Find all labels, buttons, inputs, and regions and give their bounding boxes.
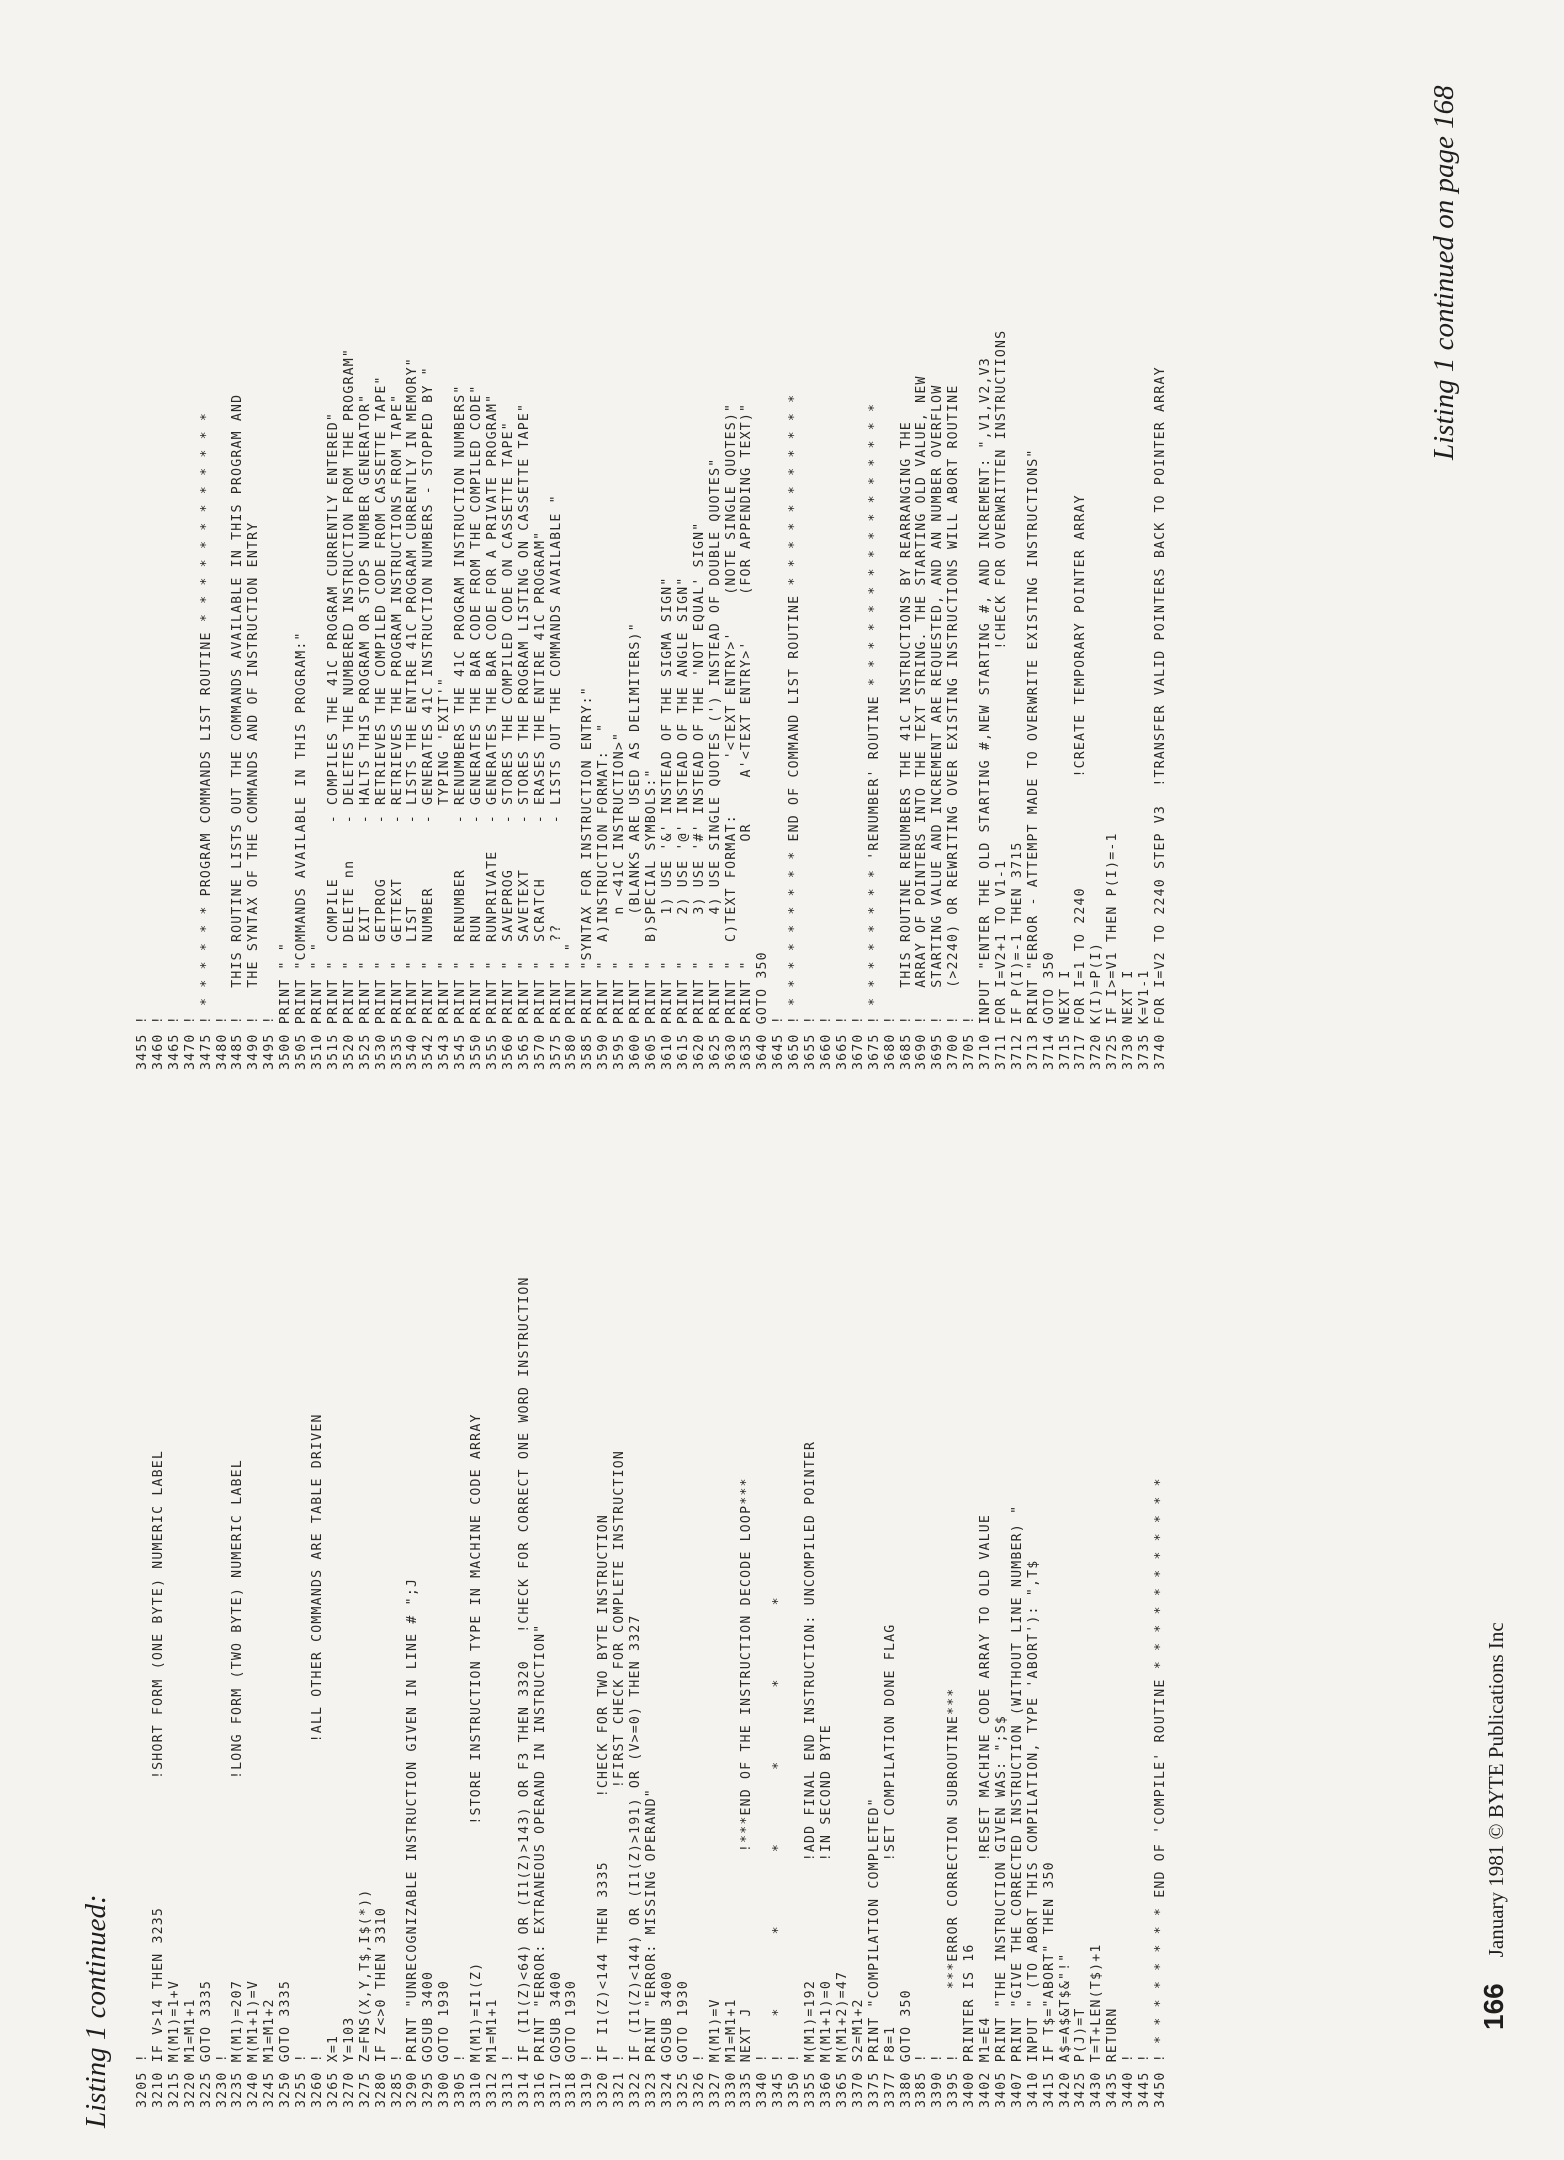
code-line: 3615 PRINT " 2) USE '@' INSTEAD OF THE ANGLE SIGN": [675, 576, 691, 1070]
code-line: 3370 S2=M1+2: [850, 1998, 866, 2108]
code-line: 3542 PRINT " NUMBER - GENERATES 41C INSTRUCTION NUMBERS - STOPPED BY ": [421, 366, 437, 1070]
code-line: 3620 PRINT " 3) USE '#' INSTEAD OF THE 'NOT EQUAL' SIGN": [691, 521, 707, 1070]
code-line: 3321 ! !FIRST CHECK FOR COMPLETE INSTRUCTION: [612, 1449, 628, 2108]
code-line: 3585 PRINT "SYNTAX FOR INSTRUCTION ENTRY:": [580, 686, 596, 1070]
code-line: 3525 PRINT " EXIT - HALTS THIS PROGRAM OR STOPS NUMBER GENERATOR": [357, 393, 373, 1070]
code-line: 3480 !: [214, 1015, 230, 1070]
code-line: 3240 M(M1+1)=V: [246, 1980, 262, 2108]
code-line: 3700 ! (>2240) OR REWRITING OVER EXISTING INSTRUCTIONS WILL ABORT ROUTINE: [946, 384, 962, 1070]
code-line: 3505 PRINT "COMMANDS AVAILABLE IN THIS PROGRAM:": [294, 631, 310, 1070]
code-line: 3265 X=1: [325, 2034, 341, 2108]
code-line: 3565 PRINT " SAVETEXT - STORES THE PROGRAM LISTING ON CASSETTE TAPE": [516, 402, 532, 1070]
code-line: 3365 M(M1+2)=47: [834, 1970, 850, 2108]
code-line: 3720 K(I)=P(I): [1089, 942, 1105, 1070]
code-line: 3319 !: [580, 2053, 596, 2108]
code-line: 3510 PRINT " ": [309, 942, 325, 1070]
code-line: 3250 GOTO 3335: [278, 1980, 294, 2108]
code-line: 3625 PRINT " 4) USE SINGLE QUOTES (') INSTEAD OF DOUBLE QUOTES": [707, 457, 723, 1070]
code-line: 3610 PRINT " 1) USE '&' INSTEAD OF THE SIGMA SIGN": [659, 576, 675, 1070]
code-line: 3715 NEXT I: [1057, 969, 1073, 1070]
code-line: 3575 PRINT " ?? - LISTS OUT THE COMMANDS AVAILABLE ": [548, 494, 564, 1070]
code-line: 3665 !: [834, 1015, 850, 1070]
code-line: 3695 ! STARTING VALUE AND INCREMENT ARE REQUESTED, AND AN NUMBER OVERFLOW: [930, 384, 946, 1070]
code-line: 3635 PRINT " OR A'<TEXT ENTRY>' (FOR APPENDING TEXT)": [739, 402, 755, 1070]
code-line: 3713 PRINT "ERROR - ATTEMPT MADE TO OVERWRITE EXISTING INSTRUCTIONS": [1025, 448, 1041, 1070]
code-line: 3730 NEXT I: [1121, 969, 1137, 1070]
code-line: 3395 ! ***ERROR CORRECTION SUBROUTINE***: [946, 1687, 962, 2108]
code-line: 3560 PRINT " SAVEPROG - STORES THE COMPILED CODE ON CASSETTE TAPE": [500, 421, 516, 1070]
code-line: 3323 PRINT "ERROR: MISSING OPERAND": [644, 1788, 659, 2108]
code-line: 3340 !: [755, 2053, 771, 2108]
code-line: 3500 PRINT " ": [278, 942, 294, 1070]
code-line: 3435 RETURN: [1105, 2007, 1121, 2108]
publication-credit: January 1981 © BYTE Publications Inc: [1484, 1622, 1508, 1958]
code-line: 3210 IF V>14 THEN 3235 !SHORT FORM (ONE BYTE) NUMERIC LABEL: [150, 1449, 166, 2108]
code-line: 3326 !: [691, 2053, 707, 2108]
code-line: 3450 ! * * * * * * * * END OF 'COMPILE' ROUTINE * * * * * * * * * * *: [1153, 1477, 1168, 2108]
code-line: 3680 !: [882, 1015, 898, 1070]
code-line: 3495 !: [262, 1015, 278, 1070]
code-line: 3735 K=V1-1: [1137, 969, 1153, 1070]
page-footer: [1478, 1622, 1510, 2030]
code-line: 3400 PRINTER IS 16: [962, 1943, 978, 2108]
code-line: 3360 M(M1+1)=0 !IN SECOND BYTE: [818, 1724, 834, 2108]
code-line: 3460 !: [150, 1015, 166, 1070]
code-line: 3260 ! !ALL OTHER COMMANDS ARE TABLE DRIVEN: [309, 1413, 325, 2108]
code-line: 3710 INPUT "ENTER THE OLD STARTING #,NEW STARTING #, AND INCREMENT: ",V1,V2,V3: [978, 357, 994, 1070]
code-line: 3640 GOTO 350: [755, 951, 771, 1070]
code-line: 3314 IF (I1(Z)<64) OR (I1(Z)>143) OR F3 THEN 3320 !CHECK FOR CORRECT ONE WORD INSTRUCTION: [516, 1276, 532, 2108]
code-line: 3645 !: [771, 1015, 787, 1070]
code-line: 3543 PRINT " TYPING 'EXIT'": [437, 676, 453, 1070]
code-line: 3515 PRINT " COMPILE - COMPILES THE 41C PROGRAM CURRENTLY ENTERED": [325, 411, 341, 1070]
code-line: 3465 !: [166, 1015, 182, 1070]
code-line: 3711 FOR I=V2+1 TO V1-1 !CHECK FOR OVERWRITTEN INSTRUCTIONS: [993, 329, 1009, 1070]
code-line: 3475 ! * * * * * * PROGRAM COMMANDS LIST ROUTINE * * * * * * * * * * * *: [198, 411, 214, 1070]
code-line: 3313 !: [500, 2053, 516, 2108]
code-line: 3377 F8=1 !SET COMPILATION DONE FLAG: [882, 1623, 898, 2108]
page-number: 166: [1478, 1983, 1509, 2030]
code-line: 3305 !: [453, 2053, 469, 2108]
code-line: 3490 ! THE SYNTAX OF THE COMMANDS AND OF INSTRUCTION ENTRY: [246, 521, 262, 1070]
code-line: 3420 A$=A$&T$&"!": [1057, 1952, 1073, 2108]
code-line: 3324 GOSUB 3400: [659, 1970, 675, 2108]
code-line: 3650 ! * * * * * * * * * END OF COMMAND LIST ROUTINE * * * * * * * * * * *: [787, 393, 803, 1070]
code-line: 3330 M1=M1+1: [723, 1998, 739, 2108]
code-line: 3470 !: [182, 1015, 198, 1070]
code-line: 3255 !: [294, 2053, 310, 2108]
code-line: 3530 PRINT " GETPROG - RETRIEVES THE COMPILED CODE FROM CASSETTE TAPE": [373, 375, 389, 1070]
code-line: 3675 ! * * * * * * * * 'RENUMBER' ROUTINE * * * * * * * * * * * * * * * *: [866, 402, 882, 1070]
code-line: 3295 GOSUB 3400: [421, 1970, 437, 2108]
code-line: 3402 M1=E4 !RESET MACHINE CODE ARRAY TO OLD VALUE: [978, 1513, 994, 2108]
code-line: 3555 PRINT " RUNPRIVATE - GENERATES THE BAR CODE FOR A PRIVATE PROGRAM": [484, 393, 500, 1070]
code-line: 3455 !: [135, 1015, 150, 1070]
code-line: 3690 ! ARRAY OF POINTERS INTO THE TEXT STRING. THE STARTING OLD VALUE, NEW: [914, 375, 930, 1070]
code-line: 3415 IF T$="ABORT" THEN 350: [1041, 1861, 1057, 2108]
code-line: 3380 GOTO 350: [898, 1989, 914, 2108]
code-line: 3595 PRINT " n <41C INSTRUCTION>": [612, 731, 628, 1070]
code-line: 3225 GOTO 3335: [198, 1980, 214, 2108]
code-line: 3322 IF (I1(Z)<144) OR (I1(Z)>191) OR (V>=0) THEN 3327: [628, 1614, 644, 2108]
code-line: 3245 M1=M1+2: [262, 1998, 278, 2108]
code-line: 3545 PRINT " RENUMBER - RENUMBERS THE 41C PROGRAM INSTRUCTION NUMBERS": [453, 384, 469, 1070]
code-line: 3580 PRINT " ": [564, 942, 580, 1070]
code-line: 3318 GOTO 1930: [564, 1980, 580, 2108]
code-line: 3440 !: [1121, 2053, 1137, 2108]
code-line: 3685 ! THIS ROUTINE RENUMBERS THE 41C INSTRUCTIONS BY REARRANGING THE: [898, 421, 914, 1070]
code-line: 3220 M1=M1+1: [182, 1998, 198, 2108]
code-line: 3705 !: [962, 1015, 978, 1070]
code-line: 3535 PRINT " GETTEXT - RETRIEVES THE PROGRAM INSTRUCTIONS FROM TAPE": [389, 393, 405, 1070]
code-line: 3230 !: [214, 2053, 230, 2108]
code-line: 3405 PRINT "THE INSTRUCTION GIVEN WAS: ";S$: [993, 1714, 1009, 2108]
code-line: 3215 M(M1)=1+V: [166, 1980, 182, 2108]
code-line: 3317 GOSUB 3400: [548, 1970, 564, 2108]
listing-continued-caption: Listing 1 continued on page 168: [1428, 85, 1460, 460]
code-line: 3355 M(M1)=192 !ADD FINAL END INSTRUCTION: UNCOMPILED POINTER: [803, 1440, 819, 2108]
code-line: 3275 Z=FNS(X,Y,T$,I$(*)): [357, 1888, 373, 2108]
code-line: 3540 PRINT " LIST - LISTS THE ENTIRE 41C PROGRAM CURRENTLY IN MEMORY": [405, 357, 421, 1070]
code-line: 3520 PRINT " DELETE nn - DELETES THE NUMBERED INSTRUCTION FROM THE PROGRAM": [341, 347, 357, 1070]
code-line: 3235 M(M1)=207 !LONG FORM (TWO BYTE) NUMERIC LABEL: [230, 1459, 246, 2108]
code-line: 3280 IF Z<>0 THEN 3310: [373, 1906, 389, 2108]
code-line: 3430 T=T+LEN(T$)+1: [1089, 1943, 1105, 2108]
listing-column-right: [135, 30, 1169, 1070]
code-line: 3285 !: [389, 2053, 405, 2108]
code-line: 3375 PRINT "COMPILATION COMPLETED": [866, 1797, 882, 2108]
code-line: 3385 !: [914, 2053, 930, 2108]
code-line: 3345 ! * * * * * *: [771, 1596, 787, 2108]
code-line: 3312 M1=M1+1: [484, 1998, 500, 2108]
code-line: 3605 PRINT " B)SPECIAL SYMBOLS:": [644, 768, 659, 1070]
code-line: 3410 INPUT " (TO ABORT THIS COMPILATION, TYPE 'ABORT'): ",T$: [1025, 1559, 1041, 2108]
code-line: 3327 M(M1)=V: [707, 1998, 723, 2108]
code-line: 3485 ! THIS ROUTINE LISTS OUT THE COMMANDS AVAILABLE IN THIS PROGRAM AND: [230, 393, 246, 1070]
code-line: 3300 GOTO 1930: [437, 1980, 453, 2108]
code-line: 3630 PRINT " C)TEXT FORMAT: '<TEXT ENTRY>' (NOTE SINGLE QUOTES)": [723, 402, 739, 1070]
code-line: 3550 PRINT " RUN - GENERATES THE BAR CODE FROM THE COMPILED CODE": [469, 384, 485, 1070]
code-line: 3600 PRINT " (BLANKS ARE USED AS DELIMITERS)": [628, 622, 644, 1070]
code-line: 3290 PRINT "UNRECOGNIZABLE INSTRUCTION GIVEN IN LINE # ";J: [405, 1577, 421, 2108]
code-line: 3310 M(M1)=I1(Z) !STORE INSTRUCTION TYPE IN MACHINE CODE ARRAY: [469, 1413, 485, 2108]
code-line: 3714 GOTO 350: [1041, 951, 1057, 1070]
code-line: 3320 IF I1(Z)<144 THEN 3335 !CHECK FOR TWO BYTE INSTRUCTION: [596, 1513, 612, 2108]
code-line: 3350 !: [787, 2053, 803, 2108]
code-line: 3717 FOR I=1 TO 2240 !CREATE TEMPORARY POINTER ARRAY: [1073, 494, 1089, 1070]
code-line: 3407 PRINT "GIVE THE CORRECTED INSTRUCTION (WITHOUT LINE NUMBER) ": [1009, 1504, 1025, 2108]
code-line: 3335 NEXT J !***END OF THE INSTRUCTION DECODE LOOP***: [739, 1477, 755, 2108]
code-line: 3590 PRINT " A)INSTRUCTION FORMAT: ": [596, 722, 612, 1070]
code-line: 3325 GOTO 1930: [675, 1980, 691, 2108]
code-line: 3390 !: [930, 2053, 946, 2108]
code-line: 3445 !: [1137, 2053, 1153, 2108]
code-line: 3205 !: [135, 2053, 150, 2108]
code-line: 3425 P(J)=T: [1073, 2007, 1089, 2108]
code-line: 3725 IF I>=V1 THEN P(I)=-1: [1105, 832, 1121, 1070]
code-line: 3270 Y=103: [341, 2016, 357, 2108]
code-line: 3316 PRINT "ERROR: EXTRANEOUS OPERAND IN INSTRUCTION": [532, 1623, 548, 2108]
listing-lead-caption: Listing 1 continued:: [80, 1894, 112, 2128]
listing-column-left: [135, 1090, 1169, 2108]
code-line: 3570 PRINT " SCRATCH - ERASES THE ENTIRE 41C PROGRAM": [532, 530, 548, 1070]
code-line: 3712 IF P(I)=-1 THEN 3715: [1009, 841, 1025, 1070]
code-line: 3660 !: [818, 1015, 834, 1070]
code-line: 3740 FOR I=V2 TO 2240 STEP V3 !TRANSFER VALID POINTERS BACK TO POINTER ARRAY: [1153, 366, 1168, 1070]
code-line: 3670 !: [850, 1015, 866, 1070]
code-line: 3655 !: [803, 1015, 819, 1070]
